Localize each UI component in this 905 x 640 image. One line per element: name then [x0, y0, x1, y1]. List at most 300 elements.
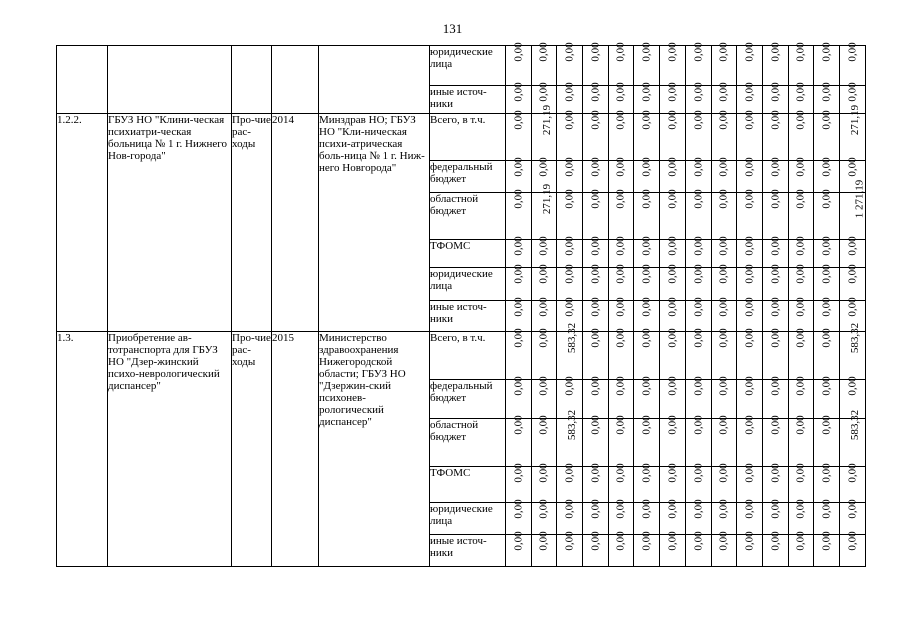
value-cell [762, 376, 788, 419]
value-cell [737, 42, 763, 86]
value-cell [660, 531, 686, 567]
value-cell [557, 499, 583, 534]
value-cell [660, 82, 686, 113]
source-cell [430, 46, 506, 86]
value-text: 0,00 [692, 236, 705, 256]
value-text: 0,00 [512, 376, 525, 396]
value-text: 583,32 [566, 323, 579, 354]
value-cell [557, 463, 583, 503]
value-text: 0,00 [794, 110, 807, 130]
table-row [57, 46, 866, 86]
value-text: 0,00 [512, 328, 525, 348]
value-text: 0,00 [640, 463, 653, 483]
value-text: 0,00 [563, 297, 576, 317]
value-cell [762, 82, 788, 113]
value-cell [839, 531, 865, 567]
value-text: 0,00 [589, 297, 602, 317]
value-cell [814, 42, 840, 86]
value-text: 0,00 [769, 189, 782, 209]
executor-cell-text: Минздрав НО; ГБУЗ НО "Кли-ническая психи-атрическая боль-ница № 1 г. Ниж-него Новгорода" [319, 114, 425, 175]
code-cell [57, 332, 108, 567]
value-cell [583, 110, 609, 161]
value-text: 0,00 [794, 499, 807, 519]
value-text: 0,00 [769, 82, 782, 102]
value-cell [531, 499, 557, 534]
value-cell [557, 410, 583, 467]
value-cell [814, 376, 840, 419]
value-text: 0,00 [717, 328, 730, 348]
value-text: 0,00 [692, 328, 705, 348]
value-text: 0,00 [692, 531, 705, 552]
value-text: 0,00 [563, 463, 576, 483]
value-text: 0,00 [692, 157, 705, 177]
source-cell-text: иные источ-ники [430, 85, 487, 110]
value-cell [660, 189, 686, 239]
value-cell [583, 189, 609, 239]
value-text: 0,00 [640, 415, 653, 435]
value-cell [711, 110, 737, 161]
source-cell-text: федеральный бюджет [430, 161, 493, 186]
value-cell [634, 82, 660, 113]
value-text: 0,00 [743, 499, 756, 519]
value-text: 0,00 [820, 463, 833, 483]
value-text: 0,00 [846, 499, 859, 519]
value-text: 0,00 [846, 297, 859, 317]
value-cell [608, 157, 634, 192]
value-cell [839, 499, 865, 534]
value-text: 0,00 [615, 236, 628, 256]
value-cell [634, 297, 660, 331]
value-text: 0,00 [615, 157, 628, 177]
value-text: 0,00 [820, 236, 833, 256]
value-text: 0,00 [666, 236, 679, 256]
source-cell [430, 535, 506, 567]
value-cell [685, 297, 711, 331]
value-text: 0,00 [512, 499, 525, 519]
value-text: 0,00 [640, 157, 653, 177]
name-cell [108, 332, 232, 567]
value-cell [685, 82, 711, 113]
source-cell-text: Всего, в т.ч. [430, 114, 486, 127]
value-cell [506, 463, 532, 503]
value-cell [788, 531, 814, 567]
value-text: 0,00 [563, 264, 576, 284]
value-cell [788, 499, 814, 534]
value-cell [685, 376, 711, 419]
value-text: 0,00 [717, 297, 730, 317]
value-text: 0,00 [640, 110, 653, 130]
value-cell [711, 499, 737, 534]
table-body [57, 42, 866, 567]
value-text: 0,00 [640, 264, 653, 284]
value-text: 0,00 [666, 189, 679, 209]
value-text: 0,00 [820, 297, 833, 317]
value-text: 0,00 [538, 531, 551, 552]
value-cell [814, 531, 840, 567]
value-cell [531, 531, 557, 567]
value-cell [788, 264, 814, 300]
page-number: 131 [442, 21, 463, 36]
value-cell [839, 410, 865, 467]
value-cell [634, 328, 660, 380]
value-cell [634, 415, 660, 467]
value-text: 0,00 [692, 415, 705, 435]
value-cell [737, 297, 763, 331]
value-cell [583, 415, 609, 467]
value-cell [608, 264, 634, 300]
source-cell [430, 85, 506, 113]
value-cell [660, 499, 686, 534]
value-text: 0,00 [794, 376, 807, 396]
value-text: 0,00 [640, 189, 653, 209]
value-cell [814, 82, 840, 113]
expense-cell [232, 114, 272, 332]
value-cell [506, 328, 532, 380]
value-text: 0,00 [512, 297, 525, 317]
value-cell [506, 82, 532, 113]
value-cell [660, 264, 686, 300]
value-cell [762, 415, 788, 467]
value-cell [634, 531, 660, 567]
source-cell-text: иные источ-ники [430, 300, 487, 325]
value-text: 0,00 [589, 499, 602, 519]
value-cell [608, 110, 634, 161]
value-cell [506, 376, 532, 419]
value-text: 0,00 [794, 328, 807, 348]
value-text: 0,00 [538, 463, 551, 483]
source-cell-text: областной бюджет [430, 419, 479, 444]
value-text: 0,00 [769, 157, 782, 177]
value-text: 0,00 [794, 531, 807, 552]
value-text: 0,00 [794, 297, 807, 317]
value-cell [814, 297, 840, 331]
value-cell [583, 264, 609, 300]
value-text: 0,00 [538, 42, 551, 62]
code-cell-text: 1.3. [57, 332, 74, 345]
value-text: 0,00 [666, 110, 679, 130]
value-text: 0,00 [820, 499, 833, 519]
source-cell-text: ТФОМС [430, 239, 471, 252]
value-text: 0,00 [743, 42, 756, 62]
value-text: 0,00 [666, 328, 679, 348]
value-text: 0,00 [743, 531, 756, 552]
value-cell [711, 376, 737, 419]
value-text: 0,00 [692, 82, 705, 102]
source-cell-text: областной бюджет [430, 192, 479, 217]
value-text: 271,19 [540, 183, 553, 214]
name-cell [108, 114, 232, 332]
value-cell [531, 463, 557, 503]
value-cell [814, 499, 840, 534]
value-text: 0,00 [820, 110, 833, 130]
value-text: 0,00 [538, 297, 551, 317]
value-cell [685, 42, 711, 86]
value-text: 0,00 [563, 531, 576, 552]
source-cell [430, 300, 506, 331]
value-text: 0,00 [563, 236, 576, 256]
name-cell-text: Приобретение ав-тотранспорта для ГБУЗ НО "Дзер-жинский психо-неврологический диспансер" [108, 332, 220, 393]
value-cell [685, 415, 711, 467]
table-row [57, 332, 866, 380]
value-cell [531, 264, 557, 300]
value-text: 583,32 [849, 410, 862, 441]
value-text: 0,00 [743, 264, 756, 284]
value-cell [788, 463, 814, 503]
value-cell [711, 264, 737, 300]
value-cell [583, 376, 609, 419]
value-text: 0,00 [615, 110, 628, 130]
value-cell [788, 376, 814, 419]
value-cell [839, 179, 866, 239]
value-text: 0,00 [820, 189, 833, 209]
budget-table [56, 42, 866, 567]
value-text: 0,00 [512, 264, 525, 284]
value-text: 0,00 [692, 499, 705, 519]
source-cell [430, 419, 506, 467]
value-text: 0,00 [589, 531, 602, 552]
value-text: 0,00 [589, 463, 602, 483]
value-cell [583, 328, 609, 380]
value-text: 0,00 [512, 463, 525, 483]
value-text: 0,00 [563, 42, 576, 62]
source-cell-text: ТФОМС [430, 467, 471, 480]
value-cell [557, 189, 583, 239]
year-cell [272, 114, 319, 332]
value-cell [506, 157, 532, 192]
value-text: 0,00 [692, 110, 705, 130]
value-text: 0,00 [743, 157, 756, 177]
value-cell [506, 297, 532, 331]
value-cell [762, 157, 788, 192]
value-cell [660, 42, 686, 86]
value-text: 0,00 [743, 189, 756, 209]
executor-cell [319, 46, 430, 114]
value-cell [531, 183, 557, 239]
value-text: 0,00 [794, 236, 807, 256]
value-cell [762, 110, 788, 161]
value-cell [634, 499, 660, 534]
value-text: 0,00 [538, 264, 551, 284]
value-text: 0,00 [615, 463, 628, 483]
value-text: 0,00 [743, 376, 756, 396]
value-text: 0,00 [769, 415, 782, 435]
source-cell-text: юридические лица [430, 46, 493, 70]
value-text: 0,00 [640, 499, 653, 519]
value-cell [608, 189, 634, 239]
source-cell-text: юридические лица [430, 502, 493, 527]
value-text: 0,00 [538, 157, 551, 177]
value-cell [814, 415, 840, 467]
value-text: 0,00 [538, 236, 551, 256]
source-cell [430, 467, 506, 503]
expense-cell-text: Про-чие рас-ходы [232, 332, 271, 369]
value-cell [660, 415, 686, 467]
value-cell [737, 376, 763, 419]
value-text: 0,00 [666, 42, 679, 62]
value-text: 0,00 [743, 236, 756, 256]
value-text: 0,00 [820, 157, 833, 177]
name-cell-text: ГБУЗ НО "Клини-ческая психиатри-ческая больница № 1 г. Нижнего Нов-города" [108, 114, 227, 163]
value-cell [814, 264, 840, 300]
value-text: 0,00 [512, 189, 525, 209]
value-cell [711, 328, 737, 380]
value-text: 0,00 [846, 42, 859, 62]
value-cell [711, 157, 737, 192]
value-text: 0,00 [794, 157, 807, 177]
value-text: 0,00 [743, 463, 756, 483]
value-cell [788, 157, 814, 192]
value-text: 0,00 [717, 236, 730, 256]
value-cell [711, 189, 737, 239]
value-cell [531, 376, 557, 419]
value-text: 0,00 [666, 82, 679, 102]
value-text: 0,00 [640, 328, 653, 348]
value-cell [583, 463, 609, 503]
value-cell [737, 499, 763, 534]
value-cell [557, 531, 583, 567]
value-cell [608, 463, 634, 503]
value-cell [711, 42, 737, 86]
year-cell [272, 332, 319, 567]
value-cell [788, 42, 814, 86]
source-cell-text: иные источ-ники [430, 535, 487, 560]
value-cell [711, 297, 737, 331]
value-text: 271,19 [849, 105, 862, 136]
value-text: 0,00 [615, 328, 628, 348]
executor-cell-text: Министерство здравоохранения Нижегородской области; ГБУЗ НО "Дзержин-ский психонев-рологический диспансер" [319, 332, 406, 429]
value-cell [506, 531, 532, 567]
value-text: 0,00 [692, 189, 705, 209]
value-text: 0,00 [589, 376, 602, 396]
value-text: 0,00 [615, 264, 628, 284]
value-text: 0,00 [589, 264, 602, 284]
name-cell [108, 46, 232, 114]
value-text: 0,00 [666, 264, 679, 284]
value-text: 0,00 [820, 264, 833, 284]
value-text: 0,00 [743, 110, 756, 130]
value-cell [814, 157, 840, 192]
value-text: 0,00 [769, 531, 782, 552]
value-cell [583, 82, 609, 113]
value-text: 0,00 [563, 157, 576, 177]
value-cell [531, 105, 557, 161]
value-cell [737, 157, 763, 192]
source-cell [430, 380, 506, 419]
value-text: 0,00 [589, 189, 602, 209]
value-cell [685, 531, 711, 567]
value-text: 0,00 [769, 328, 782, 348]
value-cell [660, 110, 686, 161]
code-cell [57, 114, 108, 332]
value-text: 0,00 [820, 42, 833, 62]
value-text: 583,32 [849, 323, 862, 354]
value-text: 0,00 [769, 110, 782, 130]
value-cell [814, 328, 840, 380]
value-text: 0,00 [563, 499, 576, 519]
value-text: 0,00 [846, 236, 859, 256]
value-cell [737, 82, 763, 113]
value-text: 0,00 [615, 415, 628, 435]
value-cell [685, 328, 711, 380]
value-cell [557, 82, 583, 113]
value-text: 0,00 [794, 264, 807, 284]
value-text: 0,00 [615, 297, 628, 317]
value-cell [634, 189, 660, 239]
value-cell [762, 189, 788, 239]
value-text: 0,00 [615, 376, 628, 396]
value-text: 0,00 [846, 82, 859, 102]
value-cell [762, 531, 788, 567]
value-text: 0,00 [666, 415, 679, 435]
value-cell [685, 189, 711, 239]
value-cell [660, 328, 686, 380]
source-cell [430, 192, 506, 239]
code-cell-text: 1.2.2. [57, 114, 82, 127]
source-cell [430, 332, 506, 380]
value-cell [762, 499, 788, 534]
value-cell [583, 499, 609, 534]
value-cell [557, 157, 583, 192]
value-cell [531, 328, 557, 380]
value-text: 0,00 [615, 42, 628, 62]
executor-cell [319, 332, 430, 567]
source-cell [430, 239, 506, 267]
value-cell [839, 42, 865, 86]
value-cell [531, 42, 557, 86]
value-text: 0,00 [692, 42, 705, 62]
value-cell [506, 189, 532, 239]
year-cell-text: 2014 [272, 114, 294, 127]
value-text: 0,00 [743, 328, 756, 348]
value-cell [583, 297, 609, 331]
code-cell [57, 46, 108, 114]
source-cell [430, 268, 506, 300]
value-text: 0,00 [640, 42, 653, 62]
value-cell [583, 42, 609, 86]
value-cell [788, 328, 814, 380]
value-text: 0,00 [563, 376, 576, 396]
value-text: 0,00 [717, 82, 730, 102]
value-cell [839, 264, 865, 300]
value-cell [711, 463, 737, 503]
value-text: 0,00 [512, 415, 525, 435]
value-cell [608, 531, 634, 567]
value-text: 0,00 [846, 264, 859, 284]
value-text: 0,00 [640, 531, 653, 552]
value-text: 0,00 [846, 157, 859, 177]
value-cell [788, 82, 814, 113]
year-cell-text: 2015 [272, 332, 294, 345]
value-text: 0,00 [769, 499, 782, 519]
value-text: 0,00 [846, 463, 859, 483]
value-text: 0,00 [846, 376, 859, 396]
value-cell [788, 189, 814, 239]
value-cell [608, 82, 634, 113]
value-text: 0,00 [640, 297, 653, 317]
source-cell-text: Всего, в т.ч. [430, 332, 486, 345]
value-cell [634, 264, 660, 300]
value-text: 0,00 [692, 463, 705, 483]
value-text: 0,00 [666, 531, 679, 552]
value-text: 0,00 [512, 236, 525, 256]
value-cell [506, 415, 532, 467]
value-cell [634, 110, 660, 161]
value-text: 0,00 [589, 236, 602, 256]
value-text: 0,00 [563, 82, 576, 102]
source-cell-text: юридические лица [430, 268, 493, 293]
value-text: 0,00 [717, 42, 730, 62]
value-text: 0,00 [538, 415, 551, 435]
